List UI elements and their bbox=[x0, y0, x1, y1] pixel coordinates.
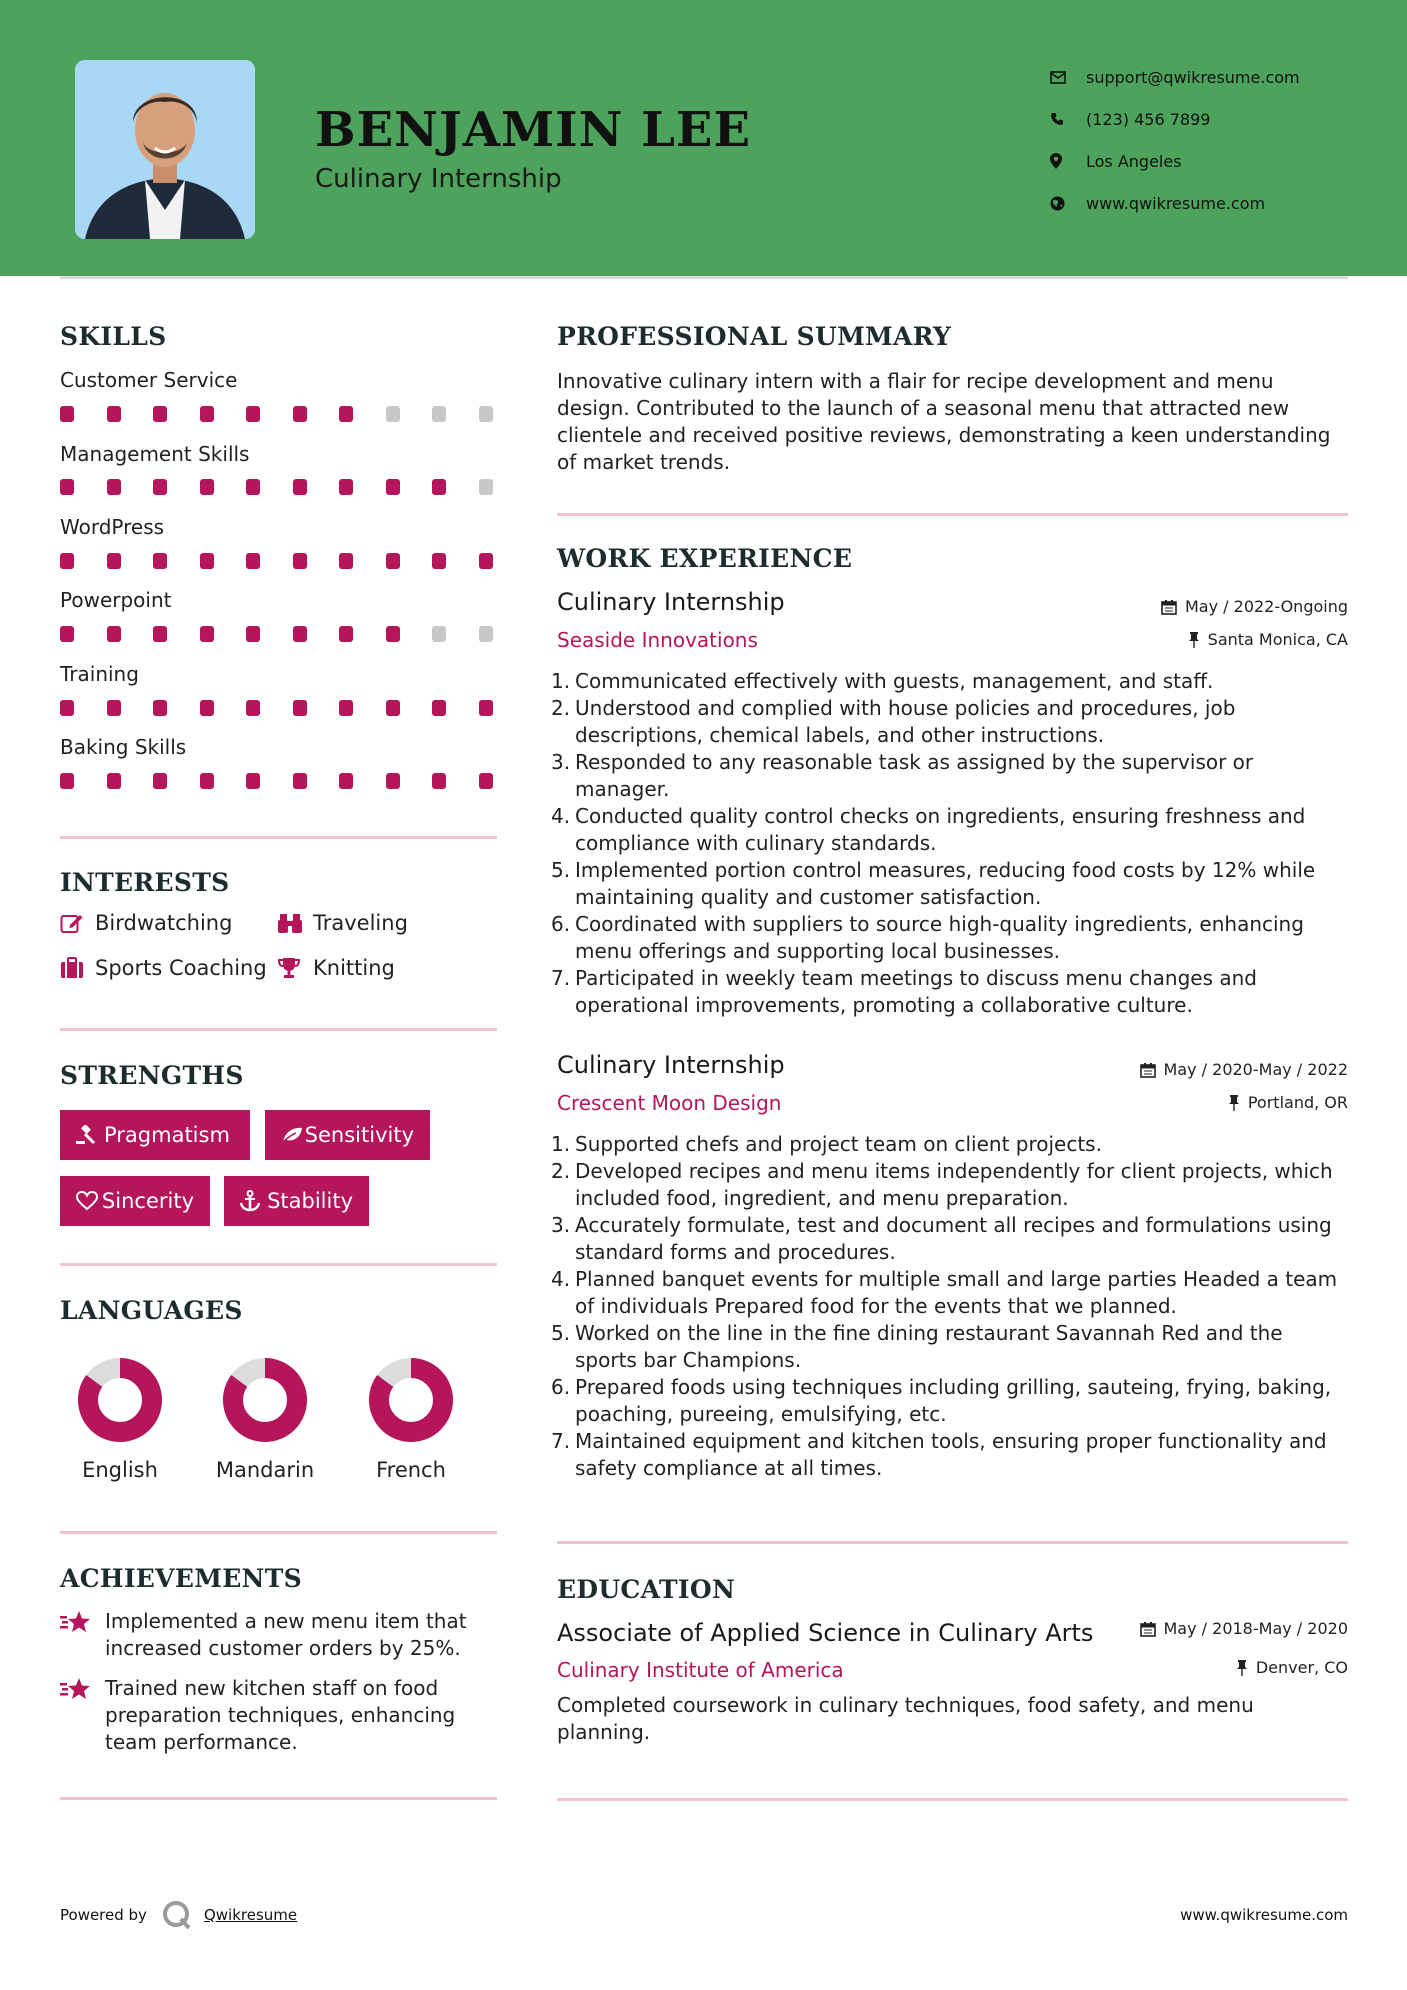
language-donut bbox=[346, 1356, 476, 1444]
summary-text: Innovative culinary intern with a flair for recipe development and menu design. Contributed to the launch of a seasonal menu that attracted new clientele and received positive reviews, demonstrating a keen understanding of market trends. bbox=[557, 369, 1331, 474]
job-bullet bbox=[551, 668, 1348, 695]
rating-dot-filled bbox=[339, 479, 353, 495]
rating-dot-filled bbox=[432, 553, 446, 569]
powered-by-text: Powered by bbox=[60, 1906, 147, 1924]
section-divider bbox=[60, 1263, 497, 1266]
bullet-text: Responded to any reasonable task as assigned by the supervisor or manager. bbox=[575, 750, 1254, 801]
skill-rating bbox=[60, 553, 525, 569]
bullet-text: Coordinated with suppliers to source high-quality ingredients, enhancing menu offerings and supporting local businesses. bbox=[575, 912, 1304, 963]
rating-dot-filled bbox=[386, 700, 400, 716]
bullet-text: Worked on the line in the fine dining restaurant Savannah Red and the sports bar Champions. bbox=[575, 1321, 1283, 1372]
candidate-name: BENJAMIN LEE bbox=[315, 102, 752, 158]
bullet-text: Conducted quality control checks on ingredients, ensuring freshness and compliance with culinary standards. bbox=[575, 804, 1306, 855]
rating-dot-filled bbox=[246, 626, 260, 642]
bullet-number: 7. bbox=[551, 966, 571, 990]
language-item bbox=[55, 1356, 185, 1482]
bullet-text: Understood and complied with house policies and procedures, job descriptions, chemical labels, and other instructions. bbox=[575, 696, 1236, 747]
bullet-text: Maintained equipment and kitchen tools, ensuring proper functionality and safety compliance at all times. bbox=[575, 1429, 1327, 1480]
binoculars-icon bbox=[278, 912, 313, 934]
skill-rating bbox=[60, 700, 525, 716]
globe-icon bbox=[1050, 193, 1086, 213]
strength-badge bbox=[60, 1110, 250, 1160]
company-name: Seaside Innovations bbox=[557, 628, 758, 652]
rating-dot-filled bbox=[293, 773, 307, 789]
bullet-text: Developed recipes and menu items independently for client projects, which included food, ingredient, and menu preparation. bbox=[575, 1159, 1333, 1210]
job-location-text: Portland, OR bbox=[1247, 1093, 1348, 1112]
degree-title: Associate of Applied Science in Culinary Arts bbox=[557, 1619, 1094, 1647]
edit-icon bbox=[60, 912, 95, 934]
rating-dot-filled bbox=[246, 479, 260, 495]
rating-dot-filled bbox=[339, 700, 353, 716]
languages-heading: LANGUAGES bbox=[60, 1296, 243, 1325]
rating-dot-filled bbox=[60, 553, 74, 569]
qwikresume-logo-icon bbox=[162, 1900, 192, 1930]
section-divider bbox=[557, 1541, 1348, 1544]
job-bullet bbox=[551, 965, 1348, 1019]
contact-website[interactable] bbox=[1050, 182, 1300, 224]
interest-label: Knitting bbox=[313, 956, 395, 980]
strength-badge bbox=[265, 1110, 430, 1160]
education-location bbox=[1236, 1658, 1348, 1677]
section-divider bbox=[60, 1531, 497, 1534]
rating-dot-filled bbox=[246, 700, 260, 716]
strength-badge bbox=[60, 1176, 210, 1226]
skill-rating bbox=[60, 479, 525, 495]
heart-icon bbox=[76, 1191, 102, 1211]
rating-dot-filled bbox=[60, 773, 74, 789]
map-pin-icon bbox=[1050, 151, 1086, 171]
rating-dot-filled bbox=[200, 773, 214, 789]
language-label: French bbox=[376, 1458, 446, 1482]
rating-dot-filled bbox=[107, 626, 121, 642]
section-divider bbox=[557, 1798, 1348, 1801]
rating-dot-filled bbox=[60, 626, 74, 642]
interest-item bbox=[60, 956, 267, 980]
briefcase-icon bbox=[60, 957, 95, 979]
job-bullets bbox=[551, 1131, 1348, 1482]
job-bullet bbox=[551, 1320, 1348, 1374]
bullet-number: 6. bbox=[551, 1375, 571, 1399]
bullet-text: Participated in weekly team meetings to discuss menu changes and operational improvements, promoting a collaborative culture. bbox=[575, 966, 1257, 1017]
rating-dot-filled bbox=[60, 700, 74, 716]
job-bullet bbox=[551, 1212, 1348, 1266]
rating-dot-filled bbox=[339, 626, 353, 642]
job-dates-text: May / 2022-Ongoing bbox=[1185, 597, 1348, 616]
job-title: Culinary Internship bbox=[557, 1051, 785, 1079]
rating-dot-empty bbox=[479, 406, 493, 422]
skill-rating bbox=[60, 406, 525, 422]
rating-dot-filled bbox=[479, 553, 493, 569]
language-item bbox=[346, 1356, 476, 1482]
calendar-icon bbox=[1140, 1062, 1156, 1078]
job-dates bbox=[1161, 597, 1348, 616]
skill-label: Training bbox=[60, 662, 139, 686]
bullet-number: 1. bbox=[551, 1132, 571, 1156]
bullet-text: Supported chefs and project team on client projects. bbox=[575, 1132, 1102, 1156]
rating-dot-filled bbox=[479, 700, 493, 716]
bullet-number: 3. bbox=[551, 750, 571, 774]
bullet-text: Prepared foods using techniques including grilling, sauteing, frying, baking, poaching, pureeing, emulsifying, etc. bbox=[575, 1375, 1332, 1426]
language-donut bbox=[200, 1356, 330, 1444]
education-dates bbox=[1140, 1619, 1349, 1638]
bullet-text: Planned banquet events for multiple small and large parties Headed a team of individuals Prepared food for the events that we planned. bbox=[575, 1267, 1338, 1318]
star-icon bbox=[60, 1675, 105, 1756]
rating-dot-filled bbox=[246, 553, 260, 569]
job-bullet bbox=[551, 1428, 1348, 1482]
rating-dot-filled bbox=[60, 479, 74, 495]
achievement-item bbox=[60, 1675, 497, 1756]
skill-label: Customer Service bbox=[60, 368, 238, 392]
interest-item bbox=[278, 956, 395, 980]
interest-label: Sports Coaching bbox=[95, 956, 267, 980]
rating-dot-filled bbox=[246, 406, 260, 422]
star-icon bbox=[60, 1608, 105, 1662]
rating-dot-filled bbox=[153, 479, 167, 495]
contact-phone[interactable] bbox=[1050, 98, 1300, 140]
achievements-heading: ACHIEVEMENTS bbox=[60, 1564, 302, 1593]
rating-dot-filled bbox=[246, 773, 260, 789]
section-divider bbox=[60, 1797, 497, 1800]
job-bullet bbox=[551, 1158, 1348, 1212]
skill-label: Management Skills bbox=[60, 442, 250, 466]
job-location-text: Santa Monica, CA bbox=[1207, 630, 1348, 649]
education-dates-text: May / 2018-May / 2020 bbox=[1163, 1619, 1348, 1638]
education-location-text: Denver, CO bbox=[1255, 1658, 1348, 1677]
candidate-role: Culinary Internship bbox=[315, 164, 562, 194]
bullet-text: Accurately formulate, test and document all recipes and formulations using standard forms and procedures. bbox=[575, 1213, 1332, 1264]
job-bullet bbox=[551, 695, 1348, 749]
footer-website[interactable]: www.qwikresume.com bbox=[1180, 1906, 1348, 1924]
rating-dot-empty bbox=[479, 626, 493, 642]
rating-dot-filled bbox=[153, 700, 167, 716]
pushpin-icon bbox=[1236, 1660, 1248, 1676]
rating-dot-filled bbox=[153, 406, 167, 422]
bullet-number: 7. bbox=[551, 1429, 571, 1453]
contact-website-text: www.qwikresume.com bbox=[1086, 193, 1266, 213]
rating-dot-filled bbox=[293, 553, 307, 569]
interest-item bbox=[60, 911, 232, 935]
contact-location bbox=[1050, 140, 1300, 182]
strength-label: Sincerity bbox=[101, 1189, 194, 1213]
job-bullet bbox=[551, 1374, 1348, 1428]
strength-badge bbox=[224, 1176, 369, 1226]
bullet-text: Implemented portion control measures, reducing food costs by 12% while maintaining quality and customer satisfaction. bbox=[575, 858, 1316, 909]
achievement-item bbox=[60, 1608, 497, 1662]
school-name: Culinary Institute of America bbox=[557, 1658, 844, 1682]
rating-dot-filled bbox=[479, 773, 493, 789]
rating-dot-filled bbox=[386, 626, 400, 642]
job-dates-text: May / 2020-May / 2022 bbox=[1163, 1060, 1348, 1079]
skill-label: WordPress bbox=[60, 515, 165, 539]
education-description: Completed coursework in culinary techniques, food safety, and menu planning. bbox=[557, 1693, 1254, 1744]
company-name: Crescent Moon Design bbox=[557, 1091, 782, 1115]
strength-label: Stability bbox=[267, 1189, 353, 1213]
language-label: Mandarin bbox=[215, 1458, 315, 1482]
rating-dot-filled bbox=[200, 553, 214, 569]
job-bullet bbox=[551, 749, 1348, 803]
bullet-number: 3. bbox=[551, 1213, 571, 1237]
job-title: Culinary Internship bbox=[557, 588, 785, 616]
footer-powered-by bbox=[60, 1900, 297, 1930]
skills-heading: SKILLS bbox=[60, 322, 167, 351]
pushpin-icon bbox=[1188, 632, 1200, 648]
contact-email-text: support@qwikresume.com bbox=[1086, 67, 1300, 87]
trophy-icon bbox=[278, 957, 313, 979]
qwikresume-link[interactable]: Qwikresume bbox=[203, 1906, 298, 1924]
rating-dot-filled bbox=[60, 406, 74, 422]
job-bullet bbox=[551, 1131, 1348, 1158]
bullet-number: 5. bbox=[551, 1321, 571, 1345]
bullet-number: 4. bbox=[551, 1267, 571, 1291]
rating-dot-filled bbox=[107, 479, 121, 495]
bullet-number: 5. bbox=[551, 858, 571, 882]
language-label: English bbox=[82, 1458, 158, 1482]
summary-heading: PROFESSIONAL SUMMARY bbox=[557, 322, 952, 351]
leaf-icon bbox=[281, 1126, 305, 1144]
strengths-heading: STRENGTHS bbox=[60, 1061, 244, 1090]
bullet-number: 1. bbox=[551, 669, 571, 693]
rating-dot-filled bbox=[386, 553, 400, 569]
job-bullet bbox=[551, 857, 1348, 911]
anchor-icon bbox=[240, 1190, 267, 1212]
rating-dot-filled bbox=[432, 700, 446, 716]
education-heading: EDUCATION bbox=[557, 1575, 736, 1604]
rating-dot-filled bbox=[200, 700, 214, 716]
work-heading: WORK EXPERIENCE bbox=[557, 544, 853, 573]
job-bullets bbox=[551, 668, 1348, 1019]
rating-dot-filled bbox=[107, 773, 121, 789]
contact-list bbox=[1050, 56, 1300, 224]
job-bullet bbox=[551, 803, 1348, 857]
rating-dot-filled bbox=[339, 773, 353, 789]
rating-dot-empty bbox=[479, 479, 493, 495]
rating-dot-filled bbox=[339, 406, 353, 422]
rating-dot-empty bbox=[432, 406, 446, 422]
header-divider bbox=[60, 276, 1348, 279]
section-divider bbox=[60, 836, 497, 839]
rating-dot-filled bbox=[153, 773, 167, 789]
skill-label: Baking Skills bbox=[60, 735, 187, 759]
rating-dot-filled bbox=[107, 700, 121, 716]
interests-heading: INTERESTS bbox=[60, 868, 230, 897]
calendar-icon bbox=[1161, 599, 1177, 615]
section-divider bbox=[557, 513, 1348, 516]
skill-label: Powerpoint bbox=[60, 588, 172, 612]
contact-phone-text: (123) 456 7899 bbox=[1086, 109, 1211, 129]
language-donut bbox=[55, 1356, 185, 1444]
header-band bbox=[0, 0, 1407, 276]
job-location bbox=[1228, 1093, 1348, 1112]
contact-location-text: Los Angeles bbox=[1086, 151, 1182, 171]
rating-dot-filled bbox=[386, 773, 400, 789]
rating-dot-empty bbox=[386, 406, 400, 422]
rating-dot-filled bbox=[107, 553, 121, 569]
rating-dot-filled bbox=[200, 626, 214, 642]
interest-label: Birdwatching bbox=[95, 911, 233, 935]
achievement-text: Implemented a new menu item that increased customer orders by 25%. bbox=[105, 1609, 467, 1660]
phone-icon bbox=[1050, 109, 1086, 129]
achievement-text: Trained new kitchen staff on food preparation techniques, enhancing team performance. bbox=[105, 1676, 456, 1754]
rating-dot-filled bbox=[293, 479, 307, 495]
bullet-number: 4. bbox=[551, 804, 571, 828]
rating-dot-empty bbox=[432, 626, 446, 642]
rating-dot-filled bbox=[153, 626, 167, 642]
rating-dot-filled bbox=[200, 406, 214, 422]
gavel-icon bbox=[76, 1125, 104, 1145]
rating-dot-filled bbox=[339, 553, 353, 569]
language-item bbox=[200, 1356, 330, 1482]
bullet-number: 6. bbox=[551, 912, 571, 936]
rating-dot-filled bbox=[293, 626, 307, 642]
rating-dot-filled bbox=[293, 700, 307, 716]
rating-dot-filled bbox=[432, 773, 446, 789]
interest-item bbox=[278, 911, 408, 935]
rating-dot-filled bbox=[386, 479, 400, 495]
rating-dot-filled bbox=[107, 406, 121, 422]
rating-dot-filled bbox=[200, 479, 214, 495]
job-location bbox=[1188, 630, 1348, 649]
envelope-icon bbox=[1050, 67, 1086, 87]
bullet-text: Communicated effectively with guests, management, and staff. bbox=[575, 669, 1214, 693]
interest-label: Traveling bbox=[313, 911, 408, 935]
bullet-number: 2. bbox=[551, 1159, 571, 1183]
job-bullet bbox=[551, 911, 1348, 965]
section-divider bbox=[60, 1028, 497, 1031]
job-dates bbox=[1140, 1060, 1349, 1079]
job-bullet bbox=[551, 1266, 1348, 1320]
calendar-icon bbox=[1140, 1621, 1156, 1637]
rating-dot-filled bbox=[153, 553, 167, 569]
skill-rating bbox=[60, 773, 525, 789]
strength-label: Sensitivity bbox=[304, 1123, 414, 1147]
rating-dot-filled bbox=[432, 479, 446, 495]
skill-rating bbox=[60, 626, 525, 642]
pushpin-icon bbox=[1228, 1095, 1240, 1111]
bullet-number: 2. bbox=[551, 696, 571, 720]
rating-dot-filled bbox=[293, 406, 307, 422]
profile-photo bbox=[75, 60, 255, 239]
strength-label: Pragmatism bbox=[104, 1123, 230, 1147]
contact-email[interactable] bbox=[1050, 56, 1300, 98]
